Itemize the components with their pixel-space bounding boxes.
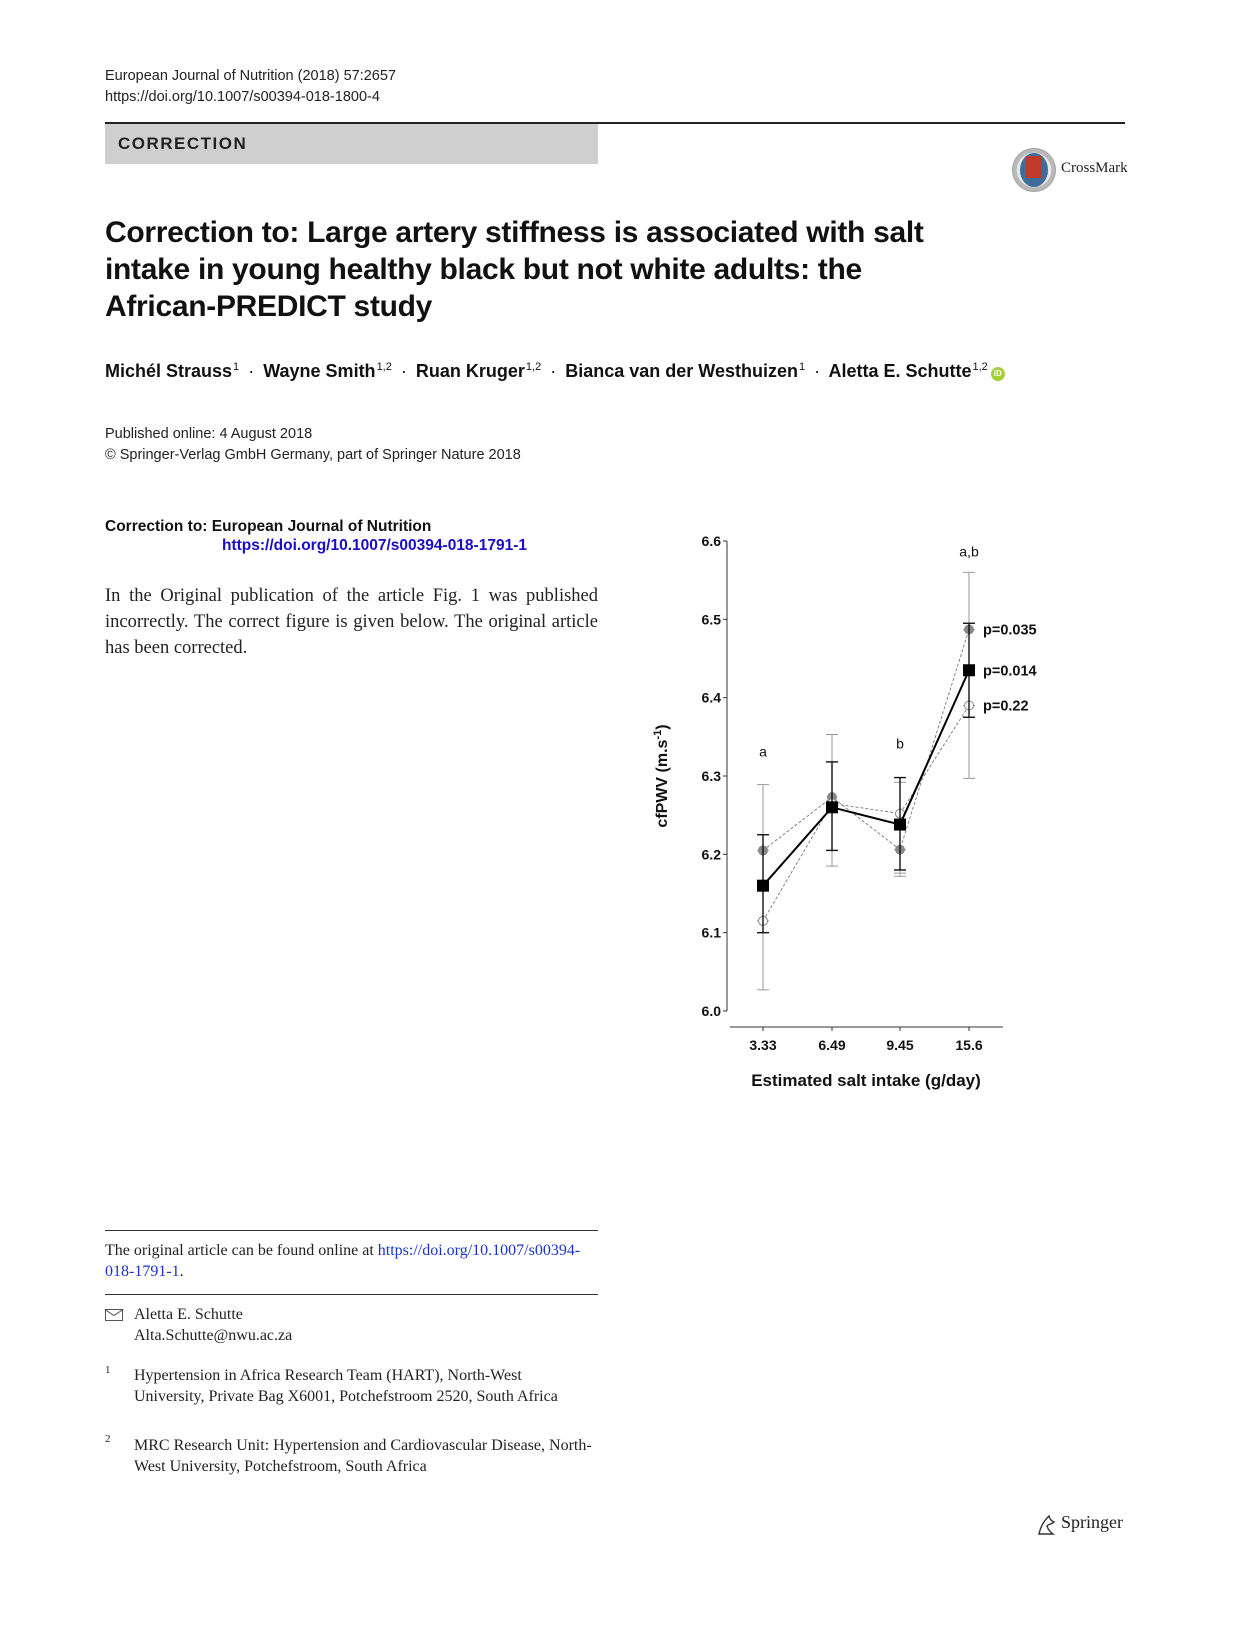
orcid-icon[interactable]: iD xyxy=(991,367,1005,381)
original-note-suffix: . xyxy=(179,1263,184,1280)
contact-rule xyxy=(105,1294,598,1295)
corresponding-author xyxy=(134,1304,292,1346)
publisher-name: Springer xyxy=(1061,1512,1123,1532)
original-note-prefix: The original article can be found online at xyxy=(105,1242,378,1259)
y-tick-label: 6.6 xyxy=(701,533,721,549)
series-p-value-label: p=0.22 xyxy=(983,698,1029,715)
correction-doi-link[interactable]: https://doi.org/10.1007/s00394-018-1791-1 xyxy=(222,537,527,554)
published-date: Published online: 4 August 2018 xyxy=(105,426,313,442)
x-axis-label: Estimated salt intake (g/day) xyxy=(751,1071,981,1090)
y-tick-label: 6.2 xyxy=(701,846,721,863)
series-line xyxy=(763,670,969,885)
correction-to-label: Correction to: European Journal of Nutrition xyxy=(105,518,432,535)
original-article-link[interactable]: https://doi.org/10.1007/s00394-018-1791-1 xyxy=(105,1242,581,1280)
envelope-icon xyxy=(105,1309,123,1321)
x-tick-label: 15.6 xyxy=(955,1037,983,1053)
author-affiliation: 1,2 xyxy=(376,361,392,373)
article-title: Correction to: Large artery stiffness is associated with salt intake in young healthy black but not white adults: the African-PREDICT study xyxy=(105,216,924,323)
author-separator: · xyxy=(400,361,407,381)
correction-body: In the Original publication of the article Fig. 1 was published incorrectly. The correct figure is given below. The original article has been corrected. xyxy=(105,586,598,658)
significance-annotation: a,b xyxy=(959,543,979,560)
significance-annotation: a xyxy=(759,743,767,760)
x-tick-label: 3.33 xyxy=(749,1037,777,1053)
x-tick-label: 9.45 xyxy=(886,1037,914,1053)
affiliation-text: MRC Research Unit: Hypertension and Cardiovascular Disease, North-West University, Potchefstroom, South Africa xyxy=(134,1437,592,1475)
author-name[interactable]: Ruan Kruger xyxy=(415,361,525,381)
author-affiliation: 1 xyxy=(798,361,806,373)
y-tick-label: 6.3 xyxy=(701,768,721,784)
y-tick-label: 6.5 xyxy=(701,611,721,628)
data-point-square xyxy=(826,801,838,813)
author-separator: · xyxy=(248,361,255,381)
original-article-note xyxy=(105,1240,598,1282)
author-name[interactable]: Aletta E. Schutte xyxy=(828,361,972,381)
crossmark-badge[interactable] xyxy=(1012,148,1130,194)
publication-meta xyxy=(105,424,521,466)
y-tick-label: 6.1 xyxy=(701,924,721,941)
article-doi[interactable]: https://doi.org/10.1007/s00394-018-1800-4 xyxy=(105,89,380,105)
x-tick-label: 6.49 xyxy=(818,1037,846,1053)
author-list xyxy=(105,361,1005,382)
affiliation-number: 2 xyxy=(105,1433,111,1445)
author-affiliation: 1,2 xyxy=(972,361,988,373)
series-p-value-label: p=0.014 xyxy=(983,663,1037,680)
author-name[interactable]: Michél Strauss xyxy=(105,361,233,381)
y-tick-label: 6.0 xyxy=(701,1003,721,1019)
contact-email[interactable]: Alta.Schutte@nwu.ac.za xyxy=(134,1327,293,1344)
journal-header xyxy=(105,66,396,108)
crossmark-label: CrossMark xyxy=(1061,160,1128,176)
data-point-square xyxy=(963,664,975,676)
y-tick-label: 6.4 xyxy=(701,689,721,706)
significance-annotation: b xyxy=(896,735,904,752)
y-axis-label: cfPWV $(m.s^{-1})$ xyxy=(652,724,671,828)
author-separator: · xyxy=(814,361,821,381)
section-label: CORRECTION xyxy=(105,124,598,164)
data-point-square xyxy=(757,880,769,892)
contact-name: Aletta E. Schutte xyxy=(134,1306,243,1323)
affiliation-text: Hypertension in Africa Research Team (HART), North-West University, Private Bag X6001, Potchefstroom 2520, South Africa xyxy=(134,1367,558,1405)
springer-horse-icon xyxy=(1035,1512,1057,1536)
series-p-value-label: p=0.035 xyxy=(983,622,1037,639)
author-affiliation: 1,2 xyxy=(525,361,542,373)
author-name[interactable]: Bianca van der Westhuizen xyxy=(565,361,798,381)
footnote-rule xyxy=(105,1230,598,1231)
data-point-square xyxy=(894,819,906,831)
journal-citation: European Journal of Nutrition (2018) 57:2657 xyxy=(105,68,396,84)
author-affiliation: 1 xyxy=(233,361,240,373)
crossmark-icon xyxy=(1012,148,1056,192)
cfpwv-salt-chart xyxy=(652,530,1155,1130)
author-separator: · xyxy=(550,361,557,381)
copyright-notice: © Springer-Verlag GmbH Germany, part of Springer Nature 2018 xyxy=(105,447,521,463)
affiliation-number: 1 xyxy=(105,1364,111,1376)
author-name[interactable]: Wayne Smith xyxy=(263,361,376,381)
